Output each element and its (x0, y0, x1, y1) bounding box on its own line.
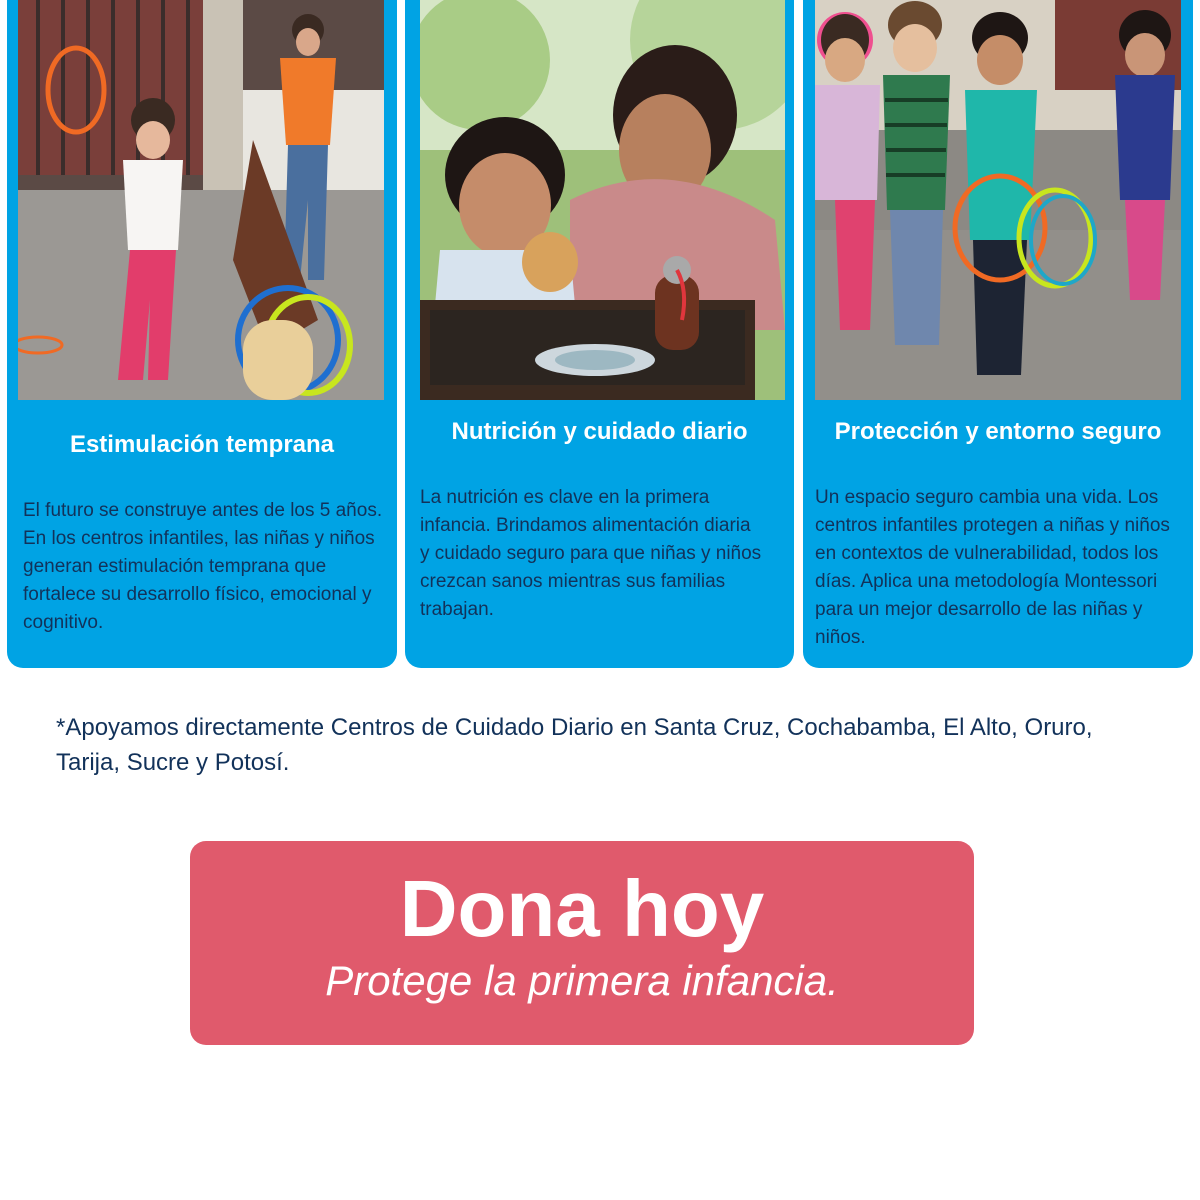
card-early-stimulation (7, 0, 397, 668)
card-nutrition (405, 0, 794, 668)
card-protection (803, 0, 1193, 668)
photo-illustration (18, 0, 384, 400)
donate-button[interactable] (190, 841, 974, 1045)
card-description: La nutrición es clave en la primera infancia. Brindamos alimentación diaria y cuidado seguro para que niñas y niños crezcan sanos mientras sus familias trabajan. (420, 487, 762, 620)
coverage-note: *Apoyamos directamente Centros de Cuidado Diario en Santa Cruz, Cochabamba, El Alto, Oruro, Tarija, Sucre y Potosí. (56, 714, 1093, 776)
photo-girl-playing-with-rings (18, 0, 384, 400)
card-title: Protección y entorno seguro (834, 418, 1162, 445)
photo-mother-feeding-child (420, 0, 785, 400)
card-title: Nutrición y cuidado diario (451, 418, 748, 445)
card-description: Un espacio seguro cambia una vida. Los centros infantiles protegen a niñas y niños en contextos de vulnerabilidad, todos los días. Aplica una metodología Montessori para un mejor desarrollo de las niñas y niños. (815, 487, 1170, 648)
photo-children-with-rings (815, 0, 1181, 400)
card-description: El futuro se construye antes de los 5 años. En los centros infantiles, las niñas y niños generan estimulación temprana que fortalece su desarrollo físico, emocional y cognitivo. (23, 500, 383, 633)
donate-subtitle: Protege la primera infancia. (325, 957, 839, 1004)
donate-title: Dona hoy (399, 864, 765, 953)
photo-illustration (815, 0, 1181, 400)
photo-illustration (420, 0, 785, 400)
card-title: Estimulación temprana (69, 431, 335, 458)
